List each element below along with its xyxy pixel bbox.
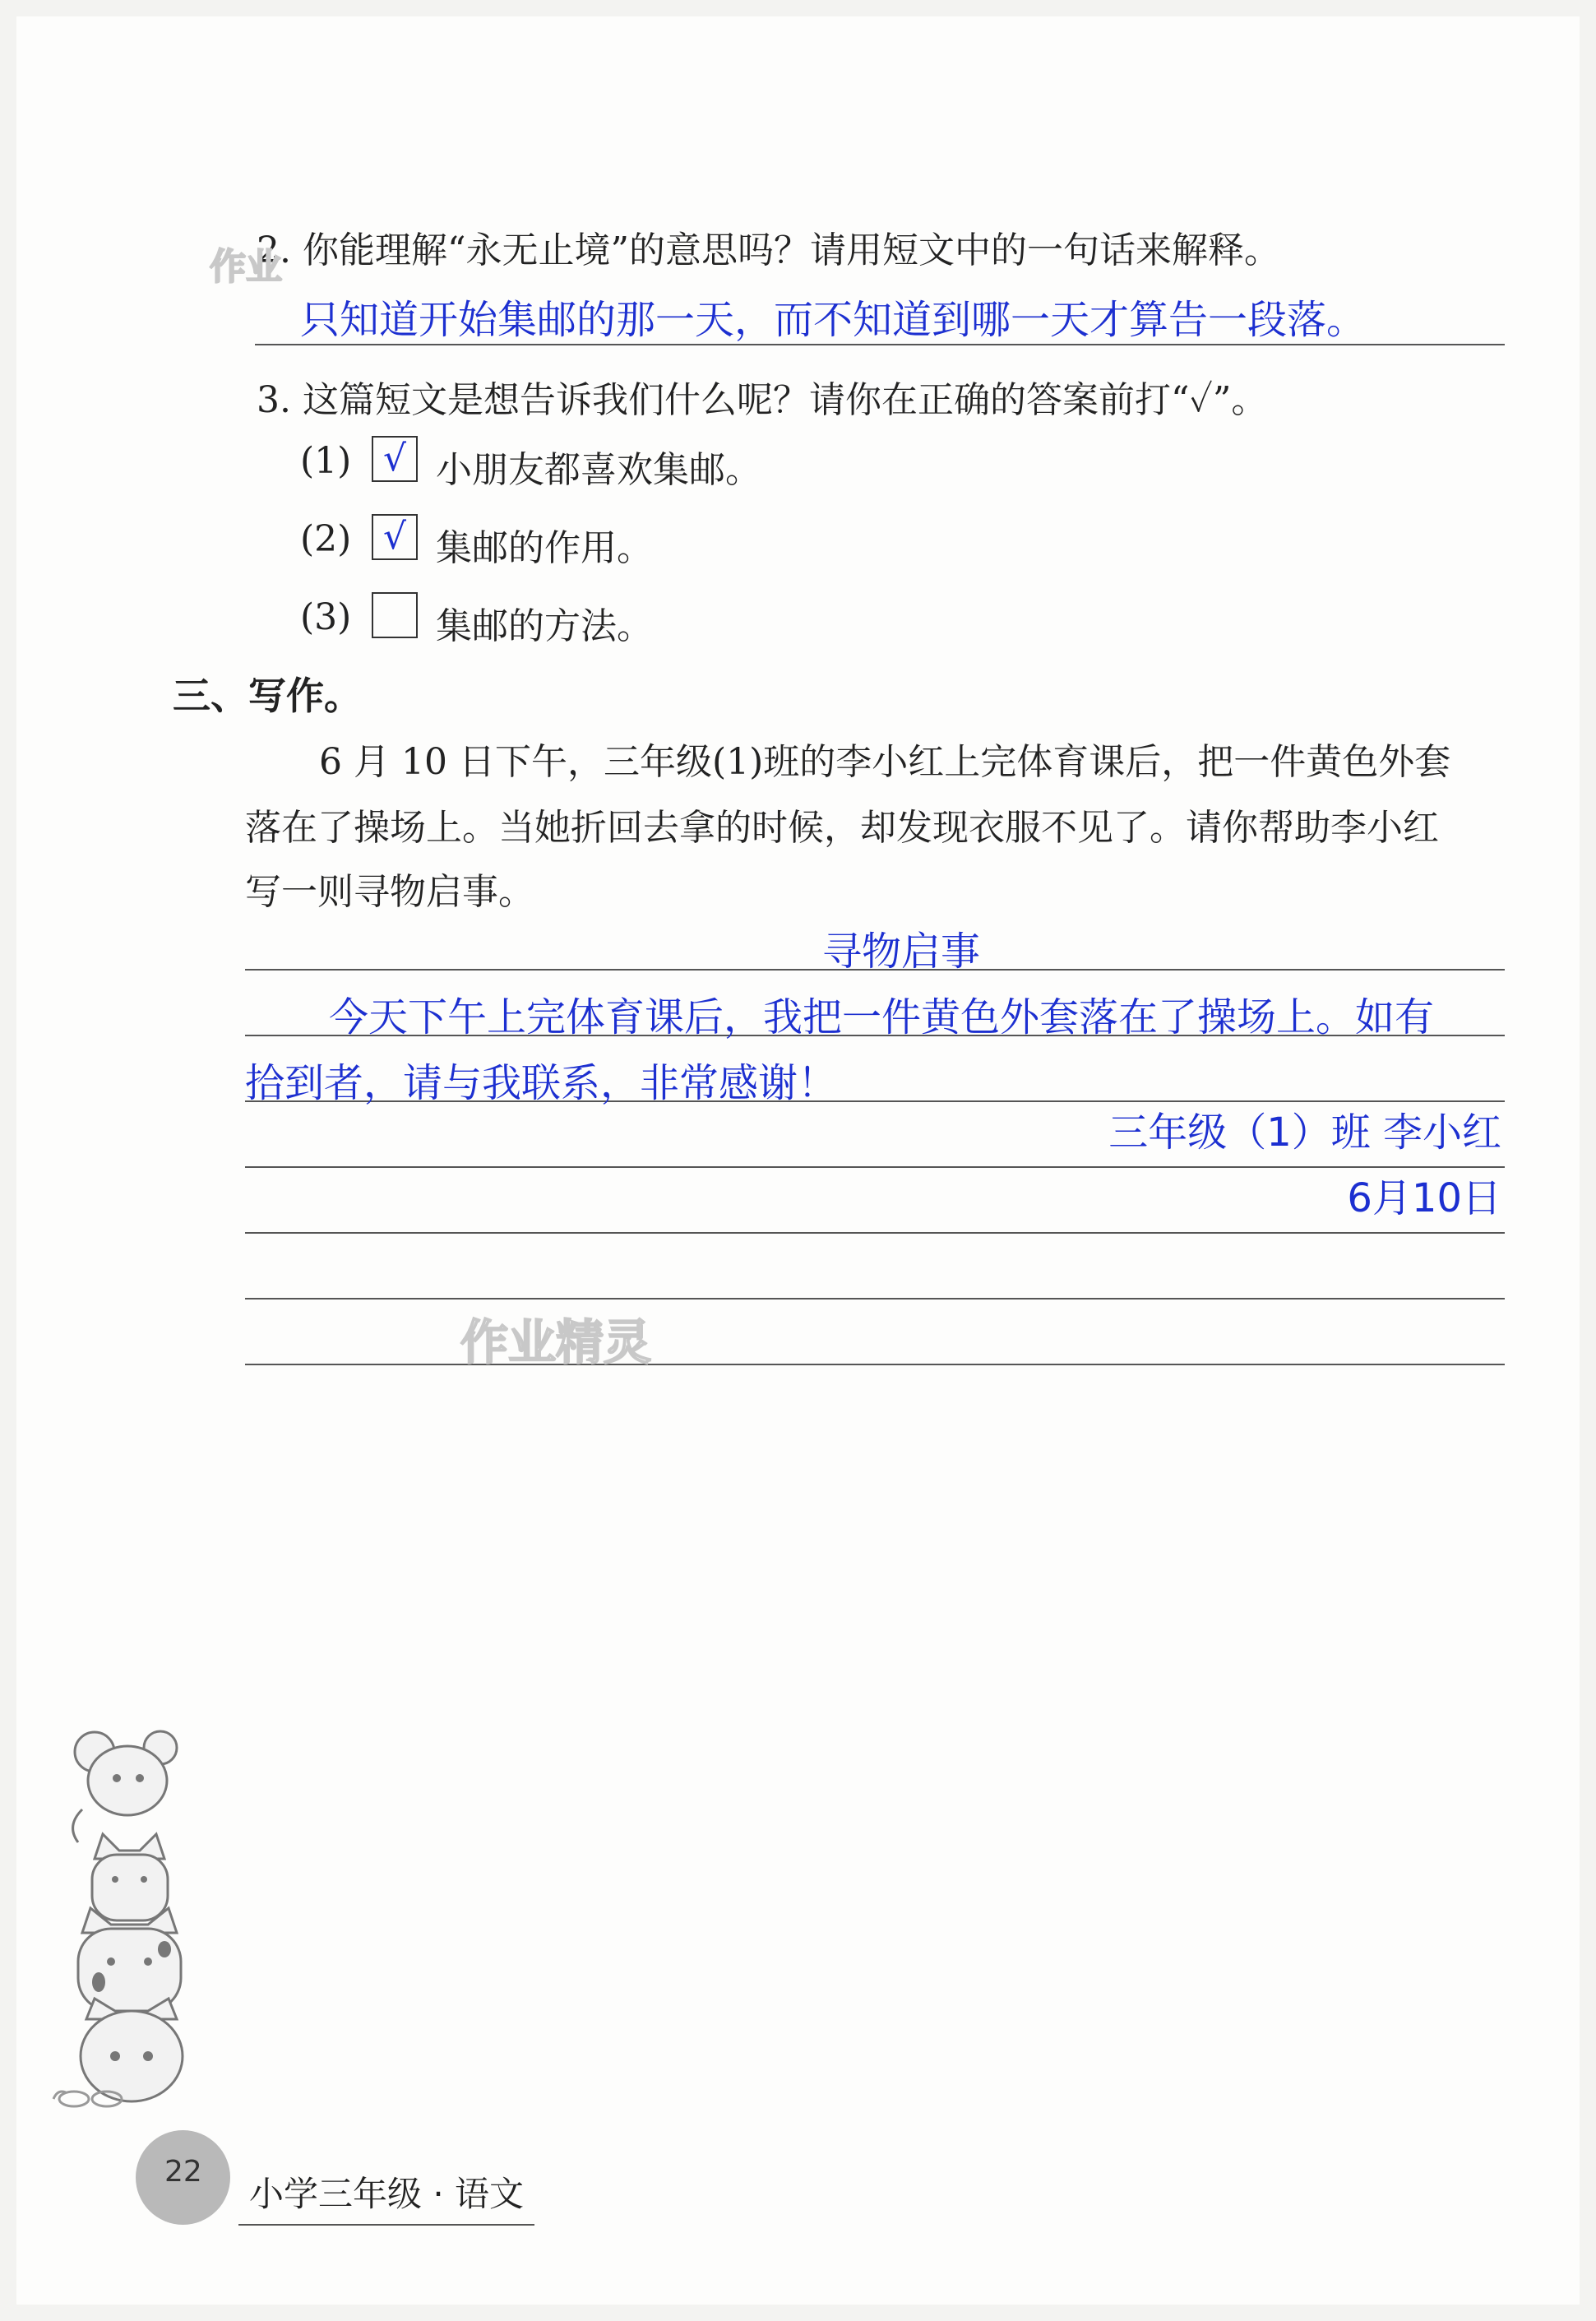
notice-line-1: 今天下午上完体育课后，我把一件黄色外套落在了操场上。如有: [329, 994, 1435, 1040]
writing-prompt-line-1: 6 月 10 日下午，三年级(1)班的李小红上完体育课后，把一件黄色外套: [319, 741, 1451, 783]
workbook-page: [16, 16, 1580, 2305]
writing-heading: 三、写作。: [173, 674, 362, 718]
option-2-number: (2): [300, 518, 352, 560]
footer-underline: [238, 2224, 534, 2226]
writing-line-7: [245, 1364, 1505, 1365]
question-2-answer: 只知道开始集邮的那一天，而不知道到哪一天才算告一段落。: [300, 297, 1367, 343]
writing-prompt-line-2: 落在了操场上。当她折回去拿的时候，却发现衣服不见了。请你帮助李小红: [245, 807, 1439, 849]
writing-prompt-line-3: 写一则寻物启事。: [245, 871, 534, 913]
notice-signature: 三年级（1）班 李小红: [1108, 1110, 1501, 1156]
answer-line: [255, 344, 1505, 345]
notice-title: 寻物启事: [822, 929, 981, 975]
notice-date: 6月10日: [1347, 1175, 1501, 1221]
writing-line-6: [245, 1298, 1505, 1299]
writing-line-4: [245, 1166, 1505, 1168]
option-1-number: (1): [300, 440, 352, 482]
cartoon-animals-illustration: [49, 1703, 214, 2114]
option-1-text: 小朋友都喜欢集邮。: [436, 449, 761, 491]
notice-line-2: 拾到者，请与我联系，非常感谢！: [245, 1060, 838, 1106]
option-3-text: 集邮的方法。: [436, 605, 653, 647]
watermark-top-left: 作业: [210, 246, 282, 288]
question-3-prompt: 3. 这篇短文是想告诉我们什么呢？请你在正确的答案前打“✓”。: [257, 379, 1268, 421]
option-3-number: (3): [300, 596, 352, 638]
option-2-checkbox[interactable]: √: [372, 514, 418, 560]
option-3-checkbox[interactable]: [372, 592, 418, 638]
question-2-prompt: 2. 你能理解“永无止境”的意思吗？请用短文中的一句话来解释。: [257, 229, 1280, 271]
book-title: 小学三年级 · 语文: [249, 2174, 525, 2214]
option-1-checkbox[interactable]: √: [372, 436, 418, 482]
page-number: 22: [164, 2155, 202, 2189]
writing-line-5: [245, 1232, 1505, 1234]
watermark-center: 作业精灵: [460, 1314, 652, 1370]
option-2-text: 集邮的作用。: [436, 527, 653, 569]
